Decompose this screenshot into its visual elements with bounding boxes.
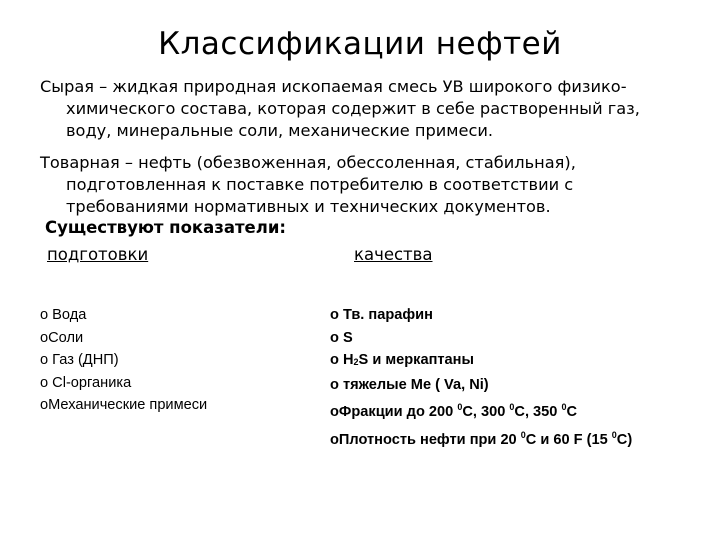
- degree-sup: 0: [457, 402, 463, 413]
- degree-sup: 0: [561, 402, 567, 413]
- raw-oil-text-1: – жидкая природная ископаемая смесь УВ широкого физико-: [94, 77, 627, 96]
- list-item: o Газ (ДНП): [40, 352, 119, 369]
- list-item: oСоли: [40, 329, 84, 346]
- degree-sup: 0: [509, 402, 515, 413]
- raw-oil-text-2: химического состава, которая содержит в себе растворенный газ,: [66, 99, 640, 118]
- raw-oil-term: Сырая: [40, 77, 95, 96]
- h2s-subscript: 2: [353, 357, 359, 368]
- quality-list: [330, 304, 632, 452]
- indicators-header: Существуют показатели:: [45, 218, 286, 237]
- density-text-b: С и 60 F (15: [525, 431, 612, 448]
- list-item: o тяжелые Me ( Va, Ni): [330, 376, 489, 393]
- density-text-c: С): [616, 431, 633, 448]
- fractions-text-b: С, 300: [462, 404, 510, 421]
- fractions-text-a: oФракции до 200: [330, 404, 458, 421]
- list-item: oМеханические примеси: [40, 397, 208, 414]
- commercial-oil-definition: [40, 152, 700, 218]
- density-text-a: oПлотность нефти при 20: [330, 431, 521, 448]
- fractions-text-d: С: [566, 404, 578, 421]
- raw-oil-definition: [40, 76, 700, 142]
- h2s-suffix: S и меркаптаны: [358, 352, 474, 369]
- commercial-oil-term: Товарная: [40, 153, 120, 172]
- degree-sup: 0: [611, 429, 617, 440]
- preparation-list: [40, 304, 207, 417]
- page-title: Классификации нефтей: [158, 26, 562, 62]
- list-item: [330, 424, 632, 452]
- raw-oil-text-3: воду, минеральные соли, механические примеси.: [66, 121, 494, 140]
- list-item: [330, 349, 632, 374]
- commercial-oil-text-2: подготовленная к поставке потребителю в соответствии с: [66, 175, 574, 194]
- commercial-oil-text-1: – нефть (обезвоженная, обессоленная, стабильная),: [119, 153, 576, 172]
- list-item: o Cl-органика: [40, 374, 132, 391]
- h2s-prefix: o H: [330, 352, 354, 369]
- degree-sup: 0: [520, 429, 526, 440]
- commercial-oil-text-3: требованиями нормативных и технических документов.: [66, 197, 551, 216]
- list-item: o S: [330, 329, 353, 346]
- quality-column-heading: качества: [354, 245, 433, 264]
- list-item: o Вода: [40, 307, 87, 323]
- list-item: o Тв. парафин: [330, 307, 433, 323]
- list-item: [330, 396, 632, 424]
- fractions-text-c: С, 350: [514, 404, 562, 421]
- preparation-column-heading: подготовки: [47, 245, 149, 264]
